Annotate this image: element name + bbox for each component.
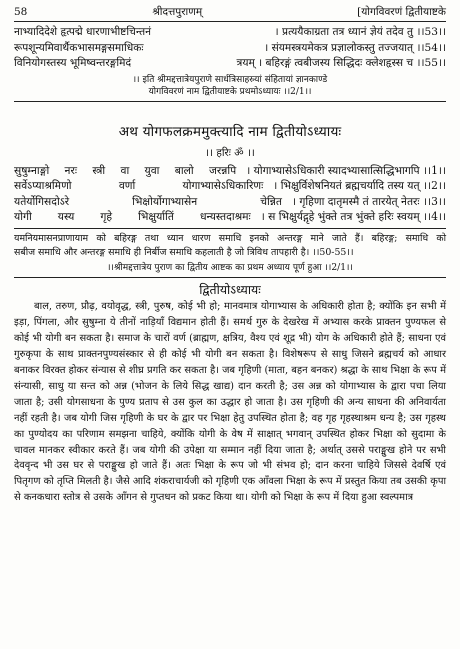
colophon-line: योगविवरणं नाम द्वितीयाष्टके प्रथमोऽध्यायः ।।2/1।। — [148, 86, 312, 97]
running-header — [14, 6, 446, 19]
verse-right: । गृहिणा दातृमस्मै तं तारयेत् नेतरः ।।3।। — [291, 194, 446, 208]
verse-left: सुषुम्नाङ्गो नरः स्त्री वा युवा बालो जरन्नपि — [14, 163, 237, 177]
colophon-line: ।। इति श्रीमद्दत्तात्रेयपुराणे सार्धत्रिसाहस्र्यां संहितायां ज्ञानकाण्डे — [132, 74, 328, 85]
verse-right: । योगाभ्यासेऽधिकारी स्यादभ्यासात्सिद्धिभागपि ।।1।। — [246, 163, 446, 177]
verse-right: । प्रत्ययैकाग्रता तत्र ध्यानं ज्ञेयं तदेव तु ।।53।। — [274, 26, 446, 38]
verse-line — [14, 25, 446, 41]
page-number: 58 — [14, 6, 28, 18]
top-verses — [14, 25, 446, 72]
section-rule — [14, 228, 446, 229]
verse-line — [14, 194, 446, 209]
verse-left: रूपशून्यमिवार्थैकभासमङ्गसमाधिकः — [14, 41, 144, 54]
section-rule — [14, 277, 446, 278]
verse-left: योगी यस्य गृहे भिक्षुर्यातिं धन्यस्तदाश्रमः — [14, 210, 251, 223]
chapter-title: अथ योगफलक्रममुक्त्यादि नाम द्वितीयोऽध्यायः — [118, 123, 342, 140]
verse-line — [14, 178, 446, 193]
verse-left: नाभ्यादिदेशे हृत्पद्मे धारणाभीष्टचिन्तनं — [14, 26, 152, 38]
header-rule — [14, 21, 446, 22]
commentary-paragraph: बाल, तरुण, प्रौढ़, वयोवृद्ध, स्त्री, पुरुष, कोई भी हो; मानवमात्र योगाभ्यास के अधिकारी होता है; क्योंकि इन सभी में इड़ा, पिंगला, और सुषुम्ना ये तीनों नाड़ियाँ विद्यमान होती हैं। समर्थ गुरु के देखरेख में अभ्यास करके प्राक्तन पुण्यफल से कोई भी योगी बन सकता है। समाज के चारों वर्ण (ब्राह्मण, क्षत्रिय, वैश्य एवं शूद्र भी) योग के अधिकारी होते हैं; साधना एवं गुरुकृपा के साथ प्राक्तनपुण्यसंस्कार से ही कोई भी योगी बन सकता है। विशेषरूप से साधु जिसने ब्रह्मचर्य को आधार बनाकर विरक्त होकर संन्यास से शीघ्र प्रगति कर सकता है। जब गृहिणी (माता, बहन बनकर) श्रद्धा के साथ भिक्षा के रूप में संन्यासी, साधु या सन्त को अन्न (भोजन के लिये सिद्ध खाद्य) दान करती है; उस अन्न को योगाभ्यास के द्वारा पचा लिया जाता है; उसी योगसाधना के पुण्य प्रताप से उस कुल का उद्धार हो जाता है। उस गृहिणी की अन्य साधना की अनिवार्यता नहीं रहती है। जब योगी जिस गृहिणी के घर के द्वार पर भिक्षा हेतु उपस्थित होता है; वह गृह गृहस्थाश्रम धन्य है; उस गृहस्थ का पुण्योदय का परिणाम समझना चाहिये, क्योंकि योगी के वेष में साक्षात् भगवान् उपस्थित होकर भिक्षा को सुदामा के चावल मानकर स्वीकार करते हैं। जब योगी की उपेक्षा या सम्मान नहीं दिया जाता है; अर्थात् उससे पराङ्मुख होने पर सभी देववृन्द भी उस घर से पराङ्मुख हो जाते हैं। अतः भिक्षा के रूप जो भी संभव हो; दान करना चाहिये जिससे देवर्षि एवं पितृगण को तृप्ति मिलती है। जैसे आदि शंकराचार्यजी को गृहिणी एक आँवला भिक्षा के रूप में प्रस्तुत किया तब उसकी कृपा से कनकधारा स्तोत्र से उसके आँगन से गुप्तधन को प्रकट किया था। योगी को भिक्षा के रूप में दिया हुआ स्वल्पमात्र — [14, 301, 446, 504]
verse-right: । भिक्षुर्विशेषनियतं ब्रह्मचर्यादि तस्य यत् ।।2।। — [273, 179, 446, 193]
header-center-title: श्रीदत्तपुराणम् — [152, 6, 203, 18]
translation-note — [14, 232, 446, 260]
invocation: ।। हरिः ॐ ।। — [205, 146, 255, 159]
verse-left: सर्वेऽप्याश्रमिणो वर्णा योगाभ्यासेऽधिकारिणः — [14, 179, 264, 193]
section-subtitle: द्वितीयोऽध्यायः — [199, 282, 261, 298]
verse-line — [14, 163, 446, 178]
final-colophon: ।।श्रीमद्दत्तात्रेय पुराण का द्वितीय आष्टक का प्रथम अध्याय पूर्ण हुआ ।।2/1।। — [107, 263, 353, 274]
verse-line — [14, 56, 446, 72]
chapter-colophon — [14, 74, 446, 98]
verse-right: । संयमस्त्रयमेकत्र प्रज्ञालोकस्तु तज्जयात् ।।54।। — [264, 41, 446, 54]
verse-left: यतेर्योगिसदोऽरे भिक्षोर्योगाभ्यासेन चेन्नित — [14, 194, 282, 208]
chapter-verses — [14, 163, 446, 225]
verse-line — [14, 209, 446, 224]
verse-right: त्रयम् । बहिरङ्गं त्वबीजस्य सिद्धिदः क्लेशहृस्स च ।।55।। — [236, 57, 446, 70]
section-rule — [14, 101, 446, 102]
note-line: सबीज समाधि और अन्तरङ्ग समाधि ही निर्बीज समाधि कहलाती है जो त्रिविध तापहारी है। ।।50-55।। — [14, 247, 354, 259]
note-line: यमनियमासनप्राणायाम को बहिरङ्ग तथा ध्यान धारण समाधि इनको अन्तरङ्ग माने जाते हैं। बहिरङ्ग; समाधि को — [14, 233, 446, 245]
verse-left: विनियोगस्तस्य भूमिष्वन्तरङ्गमिदं — [14, 57, 132, 70]
verse-line — [14, 41, 446, 57]
verse-right: । स भिक्षुर्यद्गृहे भुंक्ते तत्र भुंक्ते हरिः स्वयम् ।।4।। — [260, 210, 446, 223]
header-right-title: [योगविवरणं द्वितीयाष्टके — [357, 6, 446, 18]
